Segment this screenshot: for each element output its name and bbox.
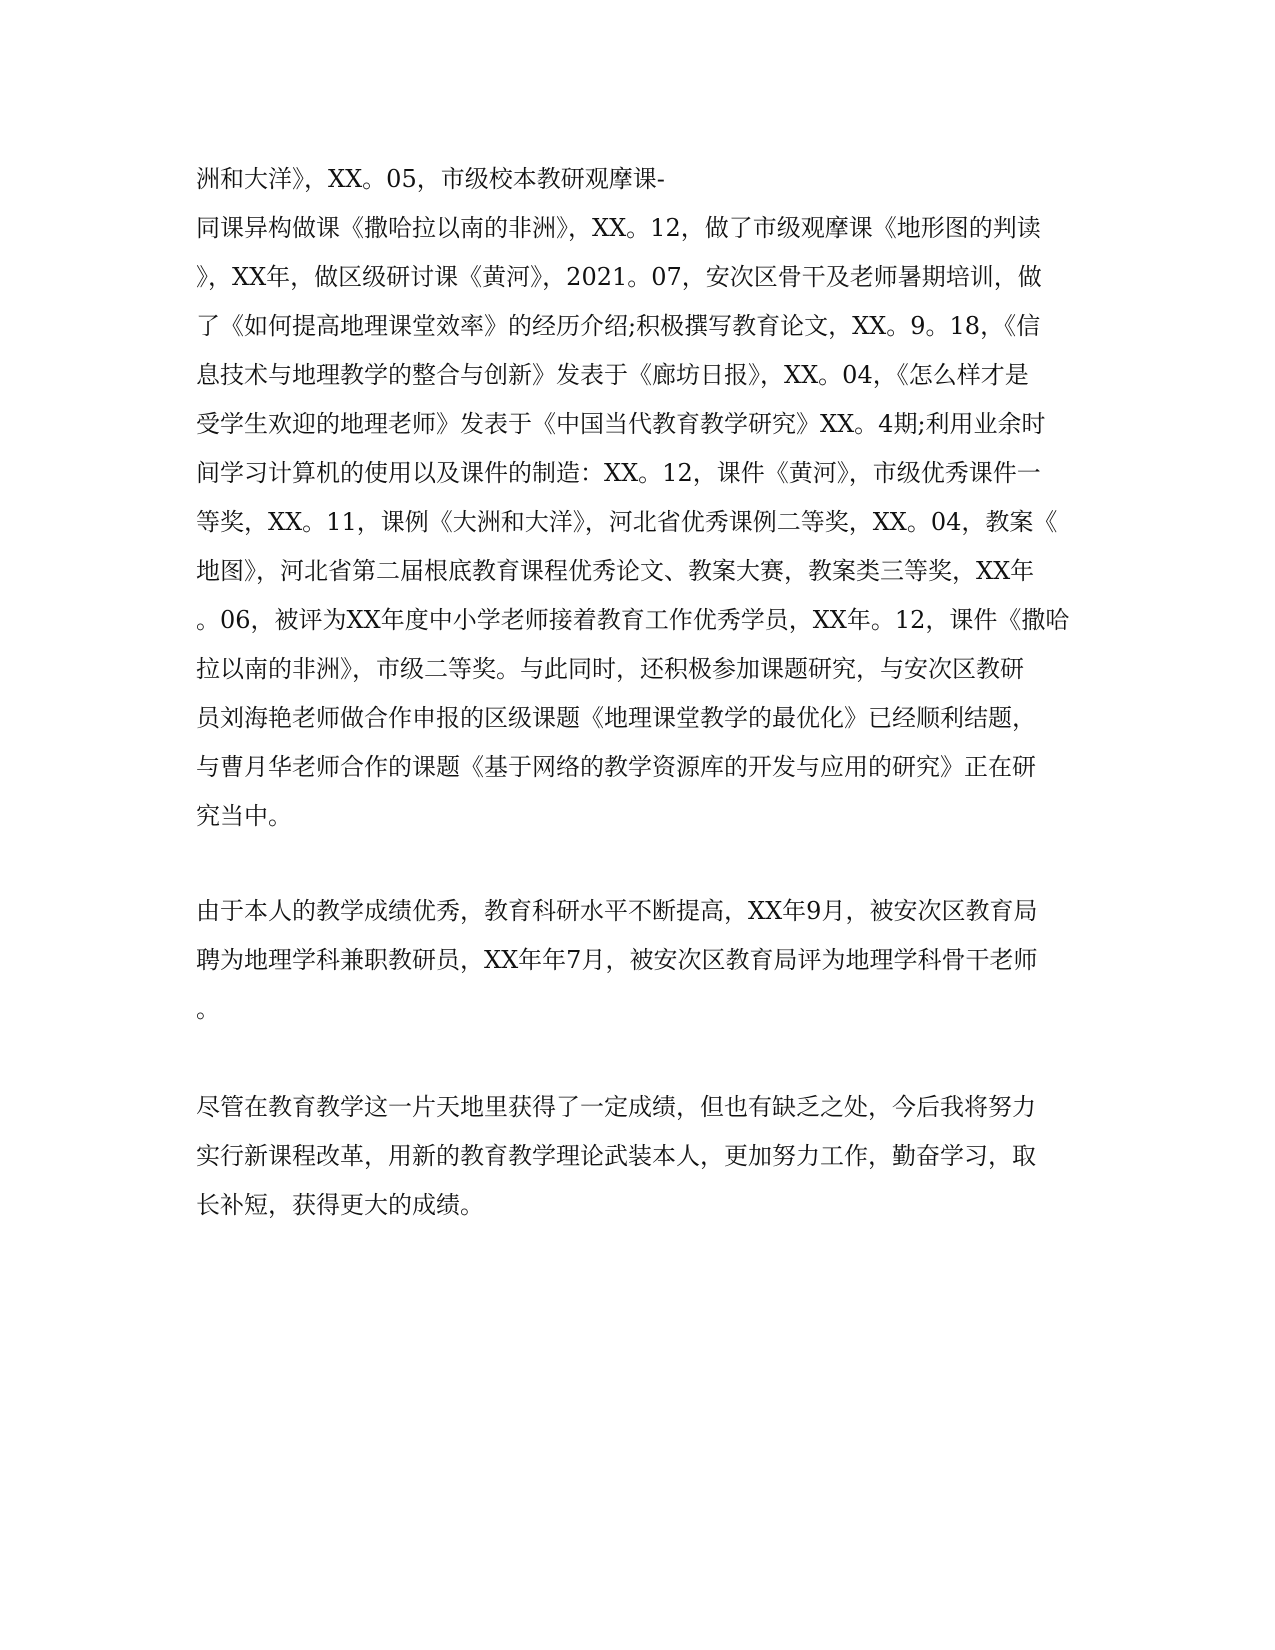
paragraph-teaching-achievements: [196, 155, 1076, 841]
text-line: 地图》，河北省第二届根底教育课程优秀论文、教案大赛，教案类三等奖，XX年: [196, 557, 1035, 585]
text-line: 尽管在教育教学这一片天地里获得了一定成绩，但也有缺乏之处，今后我将努力: [196, 1093, 1036, 1121]
text-line: 拉以南的非洲》，市级二等奖。与此同时，还积极参加课题研究，与安次区教研: [196, 655, 1024, 683]
text-line: 间学习计算机的使用以及课件的制造：XX。12，课件《黄河》，市级优秀课件一: [196, 459, 1041, 487]
text-line: 了《如何提高地理课堂效率》的经历介绍;积极撰写教育论文，XX。9。18，《信: [196, 312, 1041, 340]
text-line: 。06，被评为XX年度中小学老师接着教育工作优秀学员，XX年。12，课件《撒哈: [196, 606, 1070, 634]
text-line: 同课异构做课《撒哈拉以南的非洲》，XX。12，做了市级观摩课《地形图的判读: [196, 214, 1041, 242]
text-line: 息技术与地理教学的整合与创新》发表于《廊坊日报》，XX。04，《怎么样才是: [196, 361, 1029, 389]
text-line: 等奖，XX。11，课例《大洲和大洋》，河北省优秀课例二等奖，XX。04，教案《: [196, 508, 1058, 536]
paragraph-appointment: [196, 887, 1076, 1034]
text-line: 》，XX年，做区级研讨课《黄河》，2021。07，安次区骨干及老师暑期培训，做: [196, 263, 1042, 291]
text-line: 与曹月华老师合作的课题《基于网络的教学资源库的开发与应用的研究》正在研: [196, 753, 1036, 781]
text-line: 聘为地理学科兼职教研员，XX年年7月，被安次区教育局评为地理学科骨干老师: [196, 946, 1038, 974]
text-line: 实行新课程改革，用新的教育教学理论武装本人，更加努力工作，勤奋学习，取: [196, 1142, 1036, 1170]
text-line: 由于本人的教学成绩优秀，教育科研水平不断提高，XX年9月，被安次区教育局: [196, 897, 1038, 925]
text-line: 。: [196, 995, 220, 1023]
text-line: 受学生欢迎的地理老师》发表于《中国当代教育教学研究》XX。4期;利用业余时: [196, 410, 1046, 438]
text-line: 员刘海艳老师做合作申报的区级课题《地理课堂教学的最优化》已经顺利结题，: [196, 704, 1036, 732]
text-line: 洲和大洋》，XX。05，市级校本教研观摩课-: [196, 165, 665, 193]
text-line: 长补短，获得更大的成绩。: [196, 1191, 484, 1219]
text-line: 究当中。: [196, 802, 292, 830]
paragraph-conclusion: [196, 1083, 1076, 1230]
